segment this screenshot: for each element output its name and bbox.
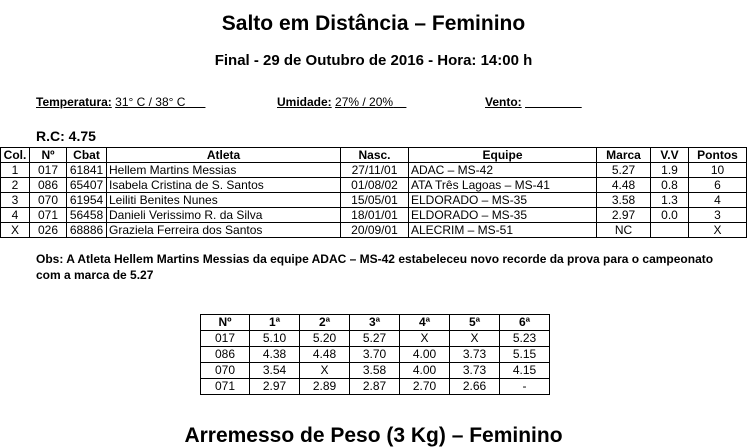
- temperature-info: [36, 95, 205, 109]
- results-cell: 61841: [67, 163, 107, 178]
- results-cell: 56458: [67, 208, 107, 223]
- results-cell: 4: [689, 193, 747, 208]
- results-row: [1, 163, 747, 178]
- results-cell: Danieli Verissimo R. da Silva: [107, 208, 341, 223]
- wind-label: Vento:: [485, 95, 522, 109]
- attempts-cell: 017: [201, 331, 250, 347]
- attempts-header-cell: 6ª: [500, 315, 550, 331]
- attempts-cell: 3.73: [450, 363, 500, 379]
- results-cell: 017: [30, 163, 67, 178]
- attempts-row: [201, 331, 550, 347]
- results-header-cell: Pontos: [689, 148, 747, 163]
- humidity-info: [277, 95, 406, 109]
- attempts-row: [201, 347, 550, 363]
- attempts-cell: 4.48: [300, 347, 350, 363]
- attempts-cell: -: [500, 379, 550, 395]
- results-cell: [651, 223, 689, 238]
- attempts-cell: 2.97: [250, 379, 300, 395]
- attempts-header-cell: 4ª: [400, 315, 450, 331]
- humidity-value: 27% / 20%: [335, 95, 394, 109]
- humidity-label: Umidade:: [277, 95, 332, 109]
- results-cell: 086: [30, 178, 67, 193]
- results-cell: 68886: [67, 223, 107, 238]
- results-table: [0, 147, 747, 238]
- results-cell: NC: [597, 223, 651, 238]
- results-cell: Leiliti Benites Nunes: [107, 193, 341, 208]
- results-row: [1, 208, 747, 223]
- results-cell: 2.97: [597, 208, 651, 223]
- results-cell: 5.27: [597, 163, 651, 178]
- attempts-cell: 4.15: [500, 363, 550, 379]
- attempts-cell: 2.66: [450, 379, 500, 395]
- attempts-cell: 2.89: [300, 379, 350, 395]
- championship-record: R.C: 4.75: [36, 128, 96, 144]
- attempts-cell: 070: [201, 363, 250, 379]
- attempts-cell: 2.70: [400, 379, 450, 395]
- results-body: [1, 163, 747, 238]
- attempts-cell: 3.58: [350, 363, 400, 379]
- attempts-header-cell: 5ª: [450, 315, 500, 331]
- attempts-cell: 086: [201, 347, 250, 363]
- attempts-cell: 5.10: [250, 331, 300, 347]
- results-cell: 4: [1, 208, 30, 223]
- results-header-row: [1, 148, 747, 163]
- attempts-cell: 3.54: [250, 363, 300, 379]
- results-cell: ATA Três Lagoas – MS-41: [409, 178, 597, 193]
- results-cell: 65407: [67, 178, 107, 193]
- attempts-cell: 5.20: [300, 331, 350, 347]
- observation-note: Obs: A Atleta Hellem Martins Messias da equipe ADAC – MS-42 estabeleceu novo recorde da prova para o campeonato com a marca de 5.27: [36, 252, 714, 282]
- results-header-cell: Nº: [30, 148, 67, 163]
- results-cell: Hellem Martins Messias: [107, 163, 341, 178]
- results-cell: 4.48: [597, 178, 651, 193]
- results-cell: 0.8: [651, 178, 689, 193]
- next-event-title: Arremesso de Peso (3 Kg) – Feminino: [184, 424, 563, 447]
- attempts-cell: 071: [201, 379, 250, 395]
- results-cell: 3.58: [597, 193, 651, 208]
- attempts-cell: 5.15: [500, 347, 550, 363]
- results-row: [1, 193, 747, 208]
- wind-info: [485, 95, 582, 109]
- attempts-cell: 3.70: [350, 347, 400, 363]
- attempts-header-cell: 2ª: [300, 315, 350, 331]
- attempts-table: [200, 314, 550, 395]
- results-cell: 2: [1, 178, 30, 193]
- results-header-cell: Equipe: [409, 148, 597, 163]
- results-cell: 10: [689, 163, 747, 178]
- attempts-cell: 5.23: [500, 331, 550, 347]
- results-cell: Graziela Ferreira dos Santos: [107, 223, 341, 238]
- results-cell: 6: [689, 178, 747, 193]
- attempts-cell: X: [300, 363, 350, 379]
- page-title: Salto em Distância – Feminino: [221, 12, 526, 35]
- results-cell: ALECRIM – MS-51: [409, 223, 597, 238]
- temperature-label: Temperatura:: [36, 95, 112, 109]
- results-cell: ELDORADO – MS-35: [409, 193, 597, 208]
- results-cell: 15/05/01: [341, 193, 409, 208]
- attempts-cell: 3.73: [450, 347, 500, 363]
- results-row: [1, 223, 747, 238]
- results-header-cell: Atleta: [107, 148, 341, 163]
- results-cell: 3: [1, 193, 30, 208]
- results-cell: Isabela Cristina de S. Santos: [107, 178, 341, 193]
- attempts-header-cell: 3ª: [350, 315, 400, 331]
- results-cell: 1: [1, 163, 30, 178]
- attempts-header-row: [201, 315, 550, 331]
- results-cell: 61954: [67, 193, 107, 208]
- results-cell: 1.9: [651, 163, 689, 178]
- results-cell: 18/01/01: [341, 208, 409, 223]
- attempts-cell: 2.87: [350, 379, 400, 395]
- attempts-cell: X: [450, 331, 500, 347]
- results-cell: 070: [30, 193, 67, 208]
- results-cell: ELDORADO – MS-35: [409, 208, 597, 223]
- results-cell: X: [1, 223, 30, 238]
- attempts-row: [201, 363, 550, 379]
- results-header-cell: Col.: [1, 148, 30, 163]
- results-cell: 01/08/02: [341, 178, 409, 193]
- results-header-cell: Cbat: [67, 148, 107, 163]
- attempts-cell: 4.00: [400, 347, 450, 363]
- event-subtitle: Final - 29 de Outubro de 2016 - Hora: 14:00 h: [214, 52, 533, 69]
- results-cell: 0.0: [651, 208, 689, 223]
- attempts-cell: 5.27: [350, 331, 400, 347]
- results-cell: 1.3: [651, 193, 689, 208]
- attempts-body: [201, 331, 550, 395]
- results-cell: ADAC – MS-42: [409, 163, 597, 178]
- results-cell: X: [689, 223, 747, 238]
- results-cell: 3: [689, 208, 747, 223]
- attempts-header-cell: 1ª: [250, 315, 300, 331]
- attempts-header-cell: Nº: [201, 315, 250, 331]
- attempts-row: [201, 379, 550, 395]
- attempts-cell: 4.38: [250, 347, 300, 363]
- temperature-value: 31° C / 38° C: [115, 95, 186, 109]
- results-cell: 20/09/01: [341, 223, 409, 238]
- results-header-cell: V.V: [651, 148, 689, 163]
- results-cell: 27/11/01: [341, 163, 409, 178]
- results-header-cell: Marca: [597, 148, 651, 163]
- results-row: [1, 178, 747, 193]
- results-header-cell: Nasc.: [341, 148, 409, 163]
- results-cell: 071: [30, 208, 67, 223]
- results-cell: 026: [30, 223, 67, 238]
- attempts-cell: X: [400, 331, 450, 347]
- attempts-cell: 4.00: [400, 363, 450, 379]
